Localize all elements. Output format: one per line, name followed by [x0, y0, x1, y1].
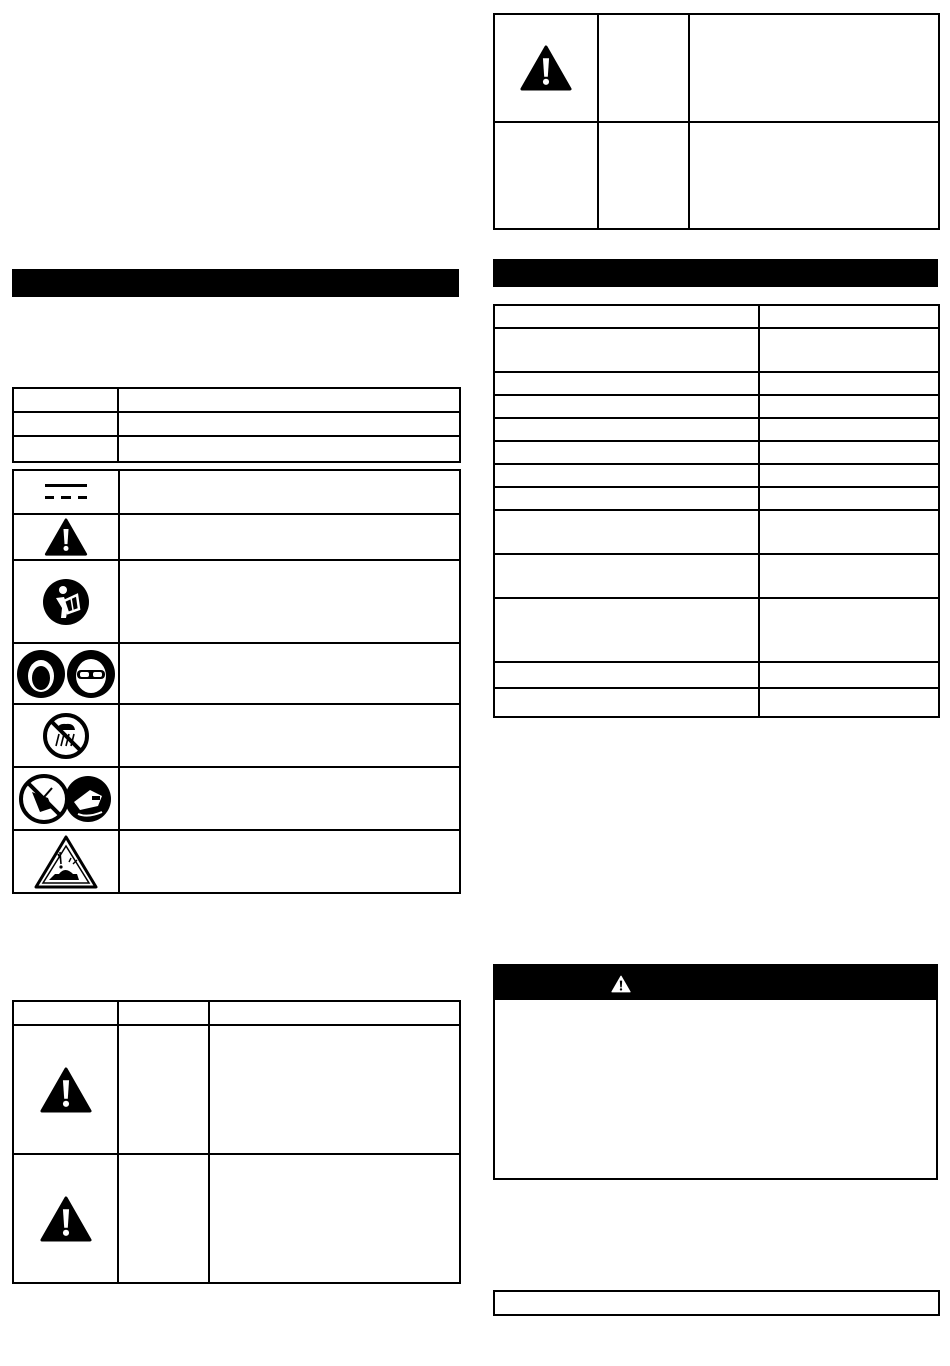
symbol-description	[119, 514, 460, 560]
spec-label	[494, 441, 759, 464]
section-title-bar-specifications	[493, 259, 938, 287]
bottom-table	[493, 1290, 940, 1316]
table-row	[13, 767, 460, 830]
table-row	[13, 470, 460, 514]
spec-label	[494, 598, 759, 662]
spec-label	[494, 464, 759, 487]
symbol-cell	[13, 470, 119, 514]
signal-meaning	[209, 1025, 460, 1154]
spec-label	[494, 395, 759, 418]
table-row	[13, 560, 460, 643]
table-row	[494, 372, 939, 395]
table-row	[494, 395, 939, 418]
table-row	[494, 418, 939, 441]
symbol-description	[119, 767, 460, 830]
symbol-cell	[13, 704, 119, 767]
bottom-table-cell	[494, 1291, 939, 1315]
table-row	[13, 412, 460, 436]
table-header-row	[13, 1001, 460, 1025]
table-row	[494, 441, 939, 464]
spec-value	[759, 510, 939, 554]
symbol-description	[119, 830, 460, 893]
definition-term	[13, 436, 118, 462]
table-row	[13, 643, 460, 704]
table-row	[494, 688, 939, 717]
safety-alert-icon	[610, 975, 632, 993]
column-header	[13, 1001, 118, 1025]
table-row	[494, 487, 939, 510]
spec-value	[759, 487, 939, 510]
table-row	[494, 464, 939, 487]
thrown-objects-icon	[33, 834, 99, 890]
column-header	[209, 1001, 460, 1025]
hand-injury-icon	[18, 772, 114, 826]
safety-alert-icon	[520, 45, 572, 91]
symbol-cell	[13, 560, 119, 643]
spec-label	[494, 487, 759, 510]
table-row	[494, 14, 939, 122]
signal-icon-cell	[494, 14, 598, 122]
spec-label	[494, 305, 759, 328]
spec-value	[759, 441, 939, 464]
signal-word-table	[12, 1000, 461, 1284]
signal-word	[118, 1154, 209, 1283]
symbol-cell	[13, 514, 119, 560]
hearing-eye-protection-icon	[16, 648, 116, 700]
spec-value	[759, 372, 939, 395]
spec-value	[759, 598, 939, 662]
spec-value	[759, 328, 939, 372]
signal-meaning	[209, 1154, 460, 1283]
table-row	[13, 436, 460, 462]
spec-value	[759, 464, 939, 487]
spec-label	[494, 510, 759, 554]
symbol-description	[119, 470, 460, 514]
spec-value	[759, 662, 939, 688]
symbol-cell	[13, 830, 119, 893]
spec-value	[759, 554, 939, 598]
table-row	[13, 514, 460, 560]
table-row	[494, 305, 939, 328]
table-row	[494, 598, 939, 662]
signal-word	[598, 14, 689, 122]
direct-current-icon	[43, 481, 89, 503]
warning-header	[495, 966, 936, 1000]
table-row	[494, 1291, 939, 1315]
spec-label	[494, 688, 759, 717]
spec-label	[494, 418, 759, 441]
definition-text	[118, 388, 460, 412]
spec-label	[494, 372, 759, 395]
symbol-cell	[13, 767, 119, 830]
read-manual-icon	[42, 578, 90, 626]
safety-alert-icon	[40, 1067, 92, 1113]
table-row	[494, 662, 939, 688]
safety-alert-icon	[44, 518, 88, 556]
no-rain-icon	[42, 712, 90, 760]
symbol-description	[119, 704, 460, 767]
table-row	[494, 122, 939, 229]
table-row	[494, 554, 939, 598]
definition-text	[118, 412, 460, 436]
specifications-table	[493, 304, 940, 718]
spec-value	[759, 688, 939, 717]
table-row	[13, 1025, 460, 1154]
warning-box	[493, 964, 938, 1180]
table-row	[494, 328, 939, 372]
table-row	[494, 510, 939, 554]
symbol-description	[119, 560, 460, 643]
spec-value	[759, 418, 939, 441]
table-row	[13, 704, 460, 767]
definition-table	[12, 387, 461, 463]
table-row	[13, 1154, 460, 1283]
spec-value	[759, 305, 939, 328]
signal-meaning	[689, 122, 939, 229]
spec-label	[494, 328, 759, 372]
symbol-description	[119, 643, 460, 704]
signal-meaning	[689, 14, 939, 122]
signal-icon-cell	[13, 1025, 118, 1154]
section-title-bar-safety	[12, 269, 459, 297]
definition-term	[13, 388, 118, 412]
table-row	[13, 830, 460, 893]
spec-label	[494, 554, 759, 598]
spec-label	[494, 662, 759, 688]
definition-term	[13, 412, 118, 436]
symbol-table	[12, 469, 461, 894]
signal-word	[598, 122, 689, 229]
spec-value	[759, 395, 939, 418]
signal-word	[118, 1025, 209, 1154]
safety-alert-icon	[40, 1196, 92, 1242]
table-row	[13, 388, 460, 412]
signal-word-table-continued	[493, 13, 940, 230]
definition-text	[118, 436, 460, 462]
column-header	[118, 1001, 209, 1025]
signal-icon-cell	[13, 1154, 118, 1283]
symbol-cell	[13, 643, 119, 704]
signal-icon-cell	[494, 122, 598, 229]
